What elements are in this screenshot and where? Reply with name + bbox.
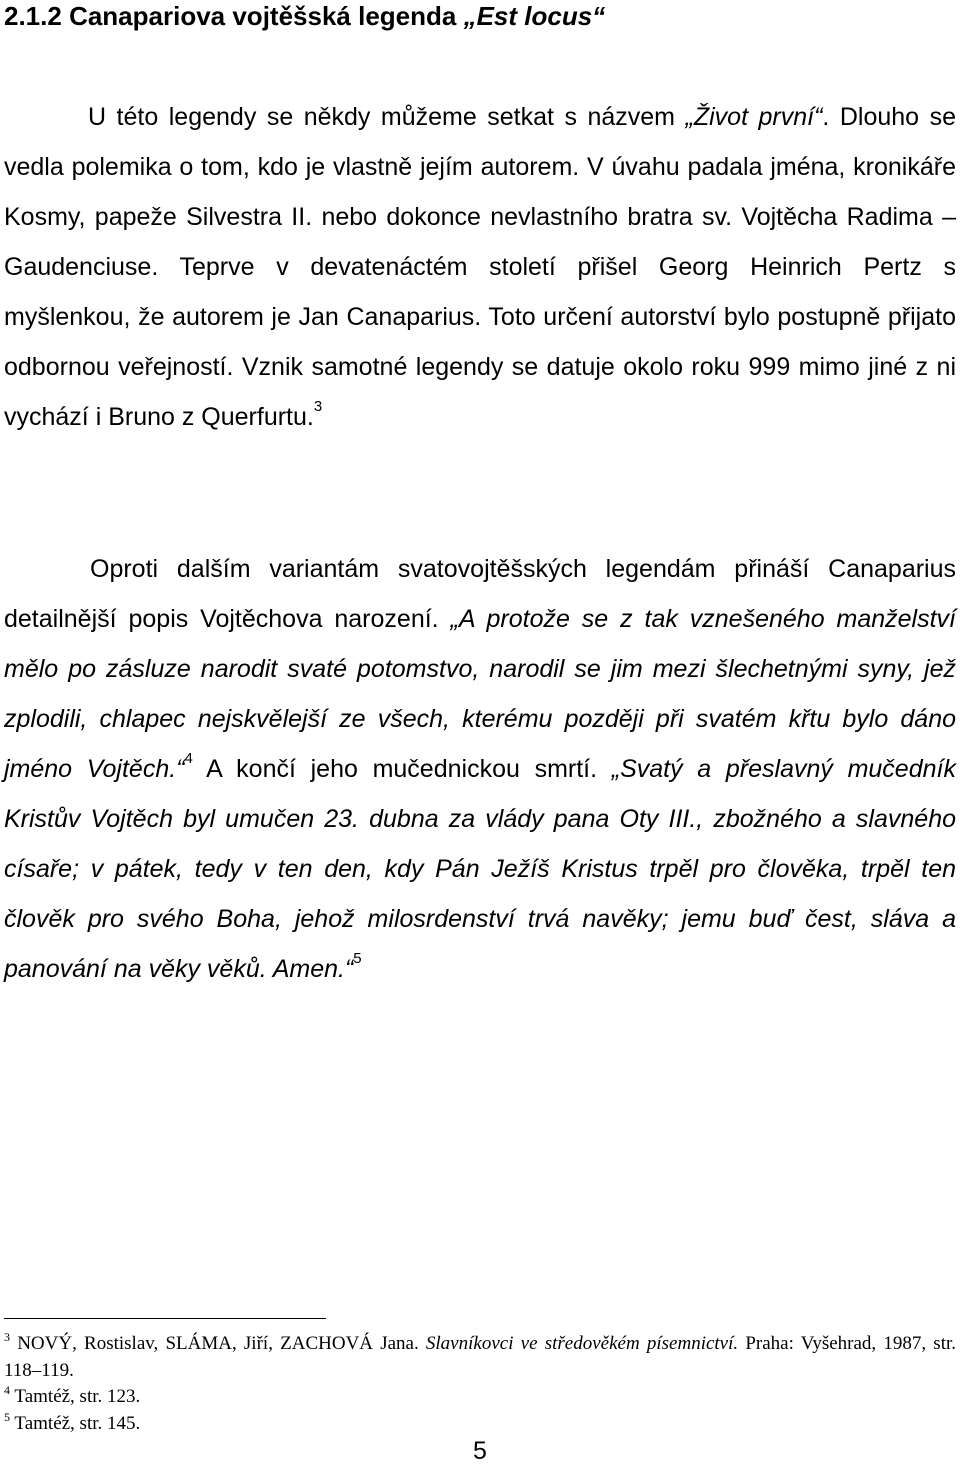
paragraph-2-text-b: A končí jeho mučednickou smrtí. bbox=[192, 755, 612, 783]
paragraph-2-quote-death: „Svatý a přeslavný mučedník Kristův Vojtěch byl umučen 23. dubna za vlády pana Oty III., zbožného a slavného císaře; v pátek, tedy v ten den, kdy Pán Ježíš Kristus trpěl pro člověka, trpěl ten člověk pro svého Boha, jehož milosrdenství trvá navěky; jemu buď čest, sláva a panování na věky věků. Amen.“ bbox=[4, 755, 956, 983]
footnote-text: Tamtéž, str. 145. bbox=[14, 1413, 141, 1434]
section-title: Canapariova vojtěšská legenda bbox=[69, 1, 464, 31]
footnote-number: 3 bbox=[4, 1330, 10, 1344]
footnote-4 bbox=[4, 1384, 956, 1411]
footnote-3 bbox=[4, 1331, 956, 1384]
paragraph-1 bbox=[4, 92, 956, 442]
paragraph-1-italic-title: „Život první“ bbox=[685, 103, 823, 131]
footnote-title-italic: Slavníkovci ve středověkém písemnictví. bbox=[425, 1333, 739, 1354]
section-number: 2.1.2 bbox=[4, 1, 62, 31]
page-number: 5 bbox=[473, 1437, 487, 1465]
footnote-text: NOVÝ, Rostislav, SLÁMA, Jiří, ZACHOVÁ Jana. bbox=[17, 1333, 426, 1354]
paragraph-2 bbox=[4, 544, 956, 994]
footnote-ref-5[interactable]: 5 bbox=[353, 950, 362, 967]
footnote-separator bbox=[4, 1318, 326, 1319]
footnote-text: Tamtéž, str. 123. bbox=[14, 1386, 141, 1407]
paragraph-2-text-a: Oproti dalším variantám svatovojtěšských legendám přináší Canaparius detailnější popis Vojtěchova narození. bbox=[4, 555, 956, 633]
footnote-5 bbox=[4, 1411, 956, 1438]
paragraph-2-quote-birth: „A protože se z tak vznešeného manželství mělo po zásluze narodit svaté potomstvo, narodil se jim mezi šlechetnými syny, jež zplodili, chlapec nejskvělejší ze všech, kterému později při svatém křtu bylo dáno jméno Vojtěch.“ bbox=[4, 605, 956, 783]
section-title-italic: „Est locus“ bbox=[463, 1, 606, 31]
footnote-number: 5 bbox=[4, 1410, 10, 1424]
footnotes bbox=[4, 1331, 956, 1438]
footnote-ref-3[interactable]: 3 bbox=[313, 398, 323, 415]
footnote-text-end: Praha: Vyšehrad, 1987, str. 118–119. bbox=[4, 1333, 956, 1381]
footnote-number: 4 bbox=[4, 1383, 10, 1397]
paragraph-1-text-a: U této legendy se někdy můžeme setkat s názvem bbox=[88, 103, 686, 131]
section-heading bbox=[4, 0, 605, 32]
footnote-ref-4[interactable]: 4 bbox=[184, 750, 193, 767]
paragraph-1-text-b: . Dlouho se vedla polemika o tom, kdo je vlastně jejím autorem. V úvahu padala jména, kronikáře Kosmy, papeže Silvestra II. nebo dokonce nevlastního bratra sv. Vojtěcha Radima – Gaudenciuse. Teprve v devatenáctém století přišel Georg Heinrich Pertz s myšlenkou, že autorem je Jan Canaparius. Toto určení autorství bylo postupně přijato odbornou veřejností. Vznik samotné legendy se datuje okolo roku 999 mimo jiné z ni vychází i Bruno z Querfurtu. bbox=[4, 103, 956, 431]
